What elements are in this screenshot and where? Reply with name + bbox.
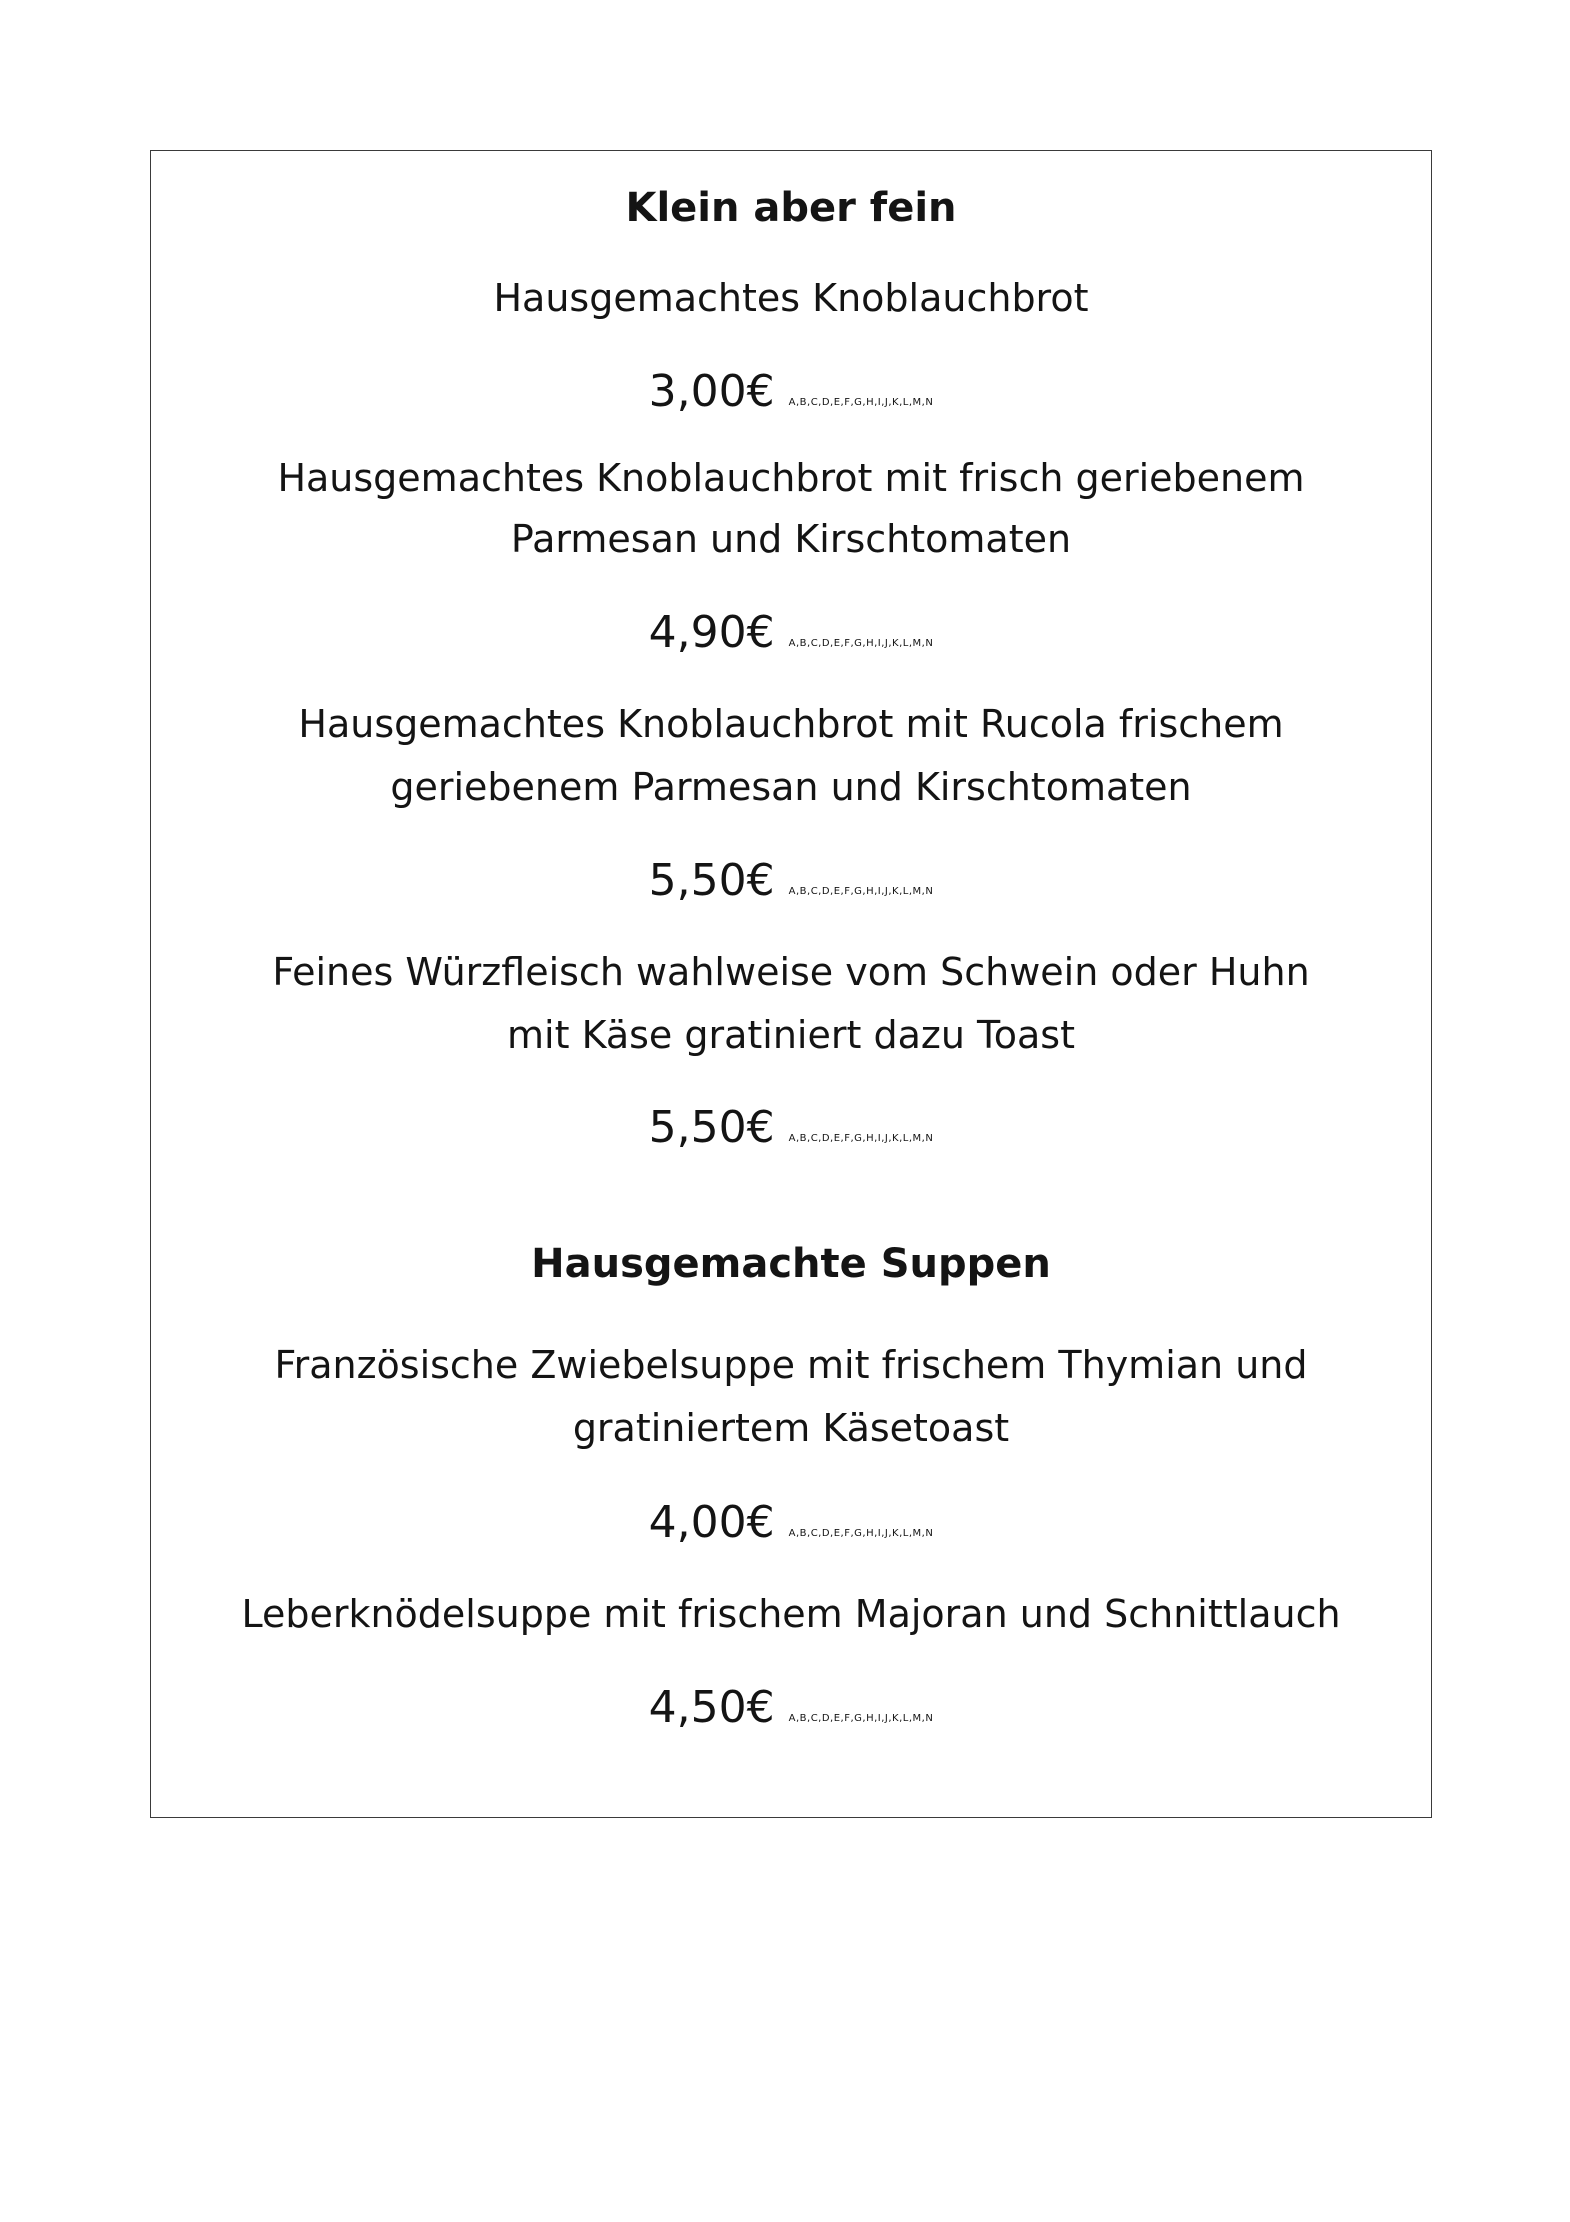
- item-allergens: A,B,C,D,E,F,G,H,I,J,K,L,M,N: [788, 397, 934, 408]
- section-heading-klein-aber-fein: Klein aber fein: [625, 185, 957, 231]
- item-allergens: A,B,C,D,E,F,G,H,I,J,K,L,M,N: [788, 1133, 934, 1144]
- item-description-line: Feines Würzfleisch wahlweise vom Schwein oder Huhn: [272, 950, 1310, 994]
- item-description-line: mit Käse gratiniert dazu Toast: [507, 1013, 1075, 1057]
- item-price-row: [151, 366, 1431, 417]
- item-price-row: [151, 855, 1431, 906]
- item-allergens: A,B,C,D,E,F,G,H,I,J,K,L,M,N: [788, 886, 934, 897]
- item-price: 4,90€: [648, 607, 775, 658]
- item-description-line: Französische Zwiebelsuppe mit frischem Thymian und: [274, 1343, 1308, 1387]
- item-description-line: Hausgemachtes Knoblauchbrot: [493, 276, 1089, 320]
- item-price: 4,00€: [648, 1497, 775, 1548]
- item-price: 4,50€: [648, 1682, 775, 1733]
- item-description-line: Hausgemachtes Knoblauchbrot mit Rucola frischem: [298, 702, 1284, 746]
- item-price: 5,50€: [648, 1102, 775, 1153]
- item-description-line: geriebenem Parmesan und Kirschtomaten: [390, 765, 1192, 809]
- item-price: 5,50€: [648, 855, 775, 906]
- item-description-line: gratiniertem Käsetoast: [572, 1406, 1010, 1450]
- item-allergens: A,B,C,D,E,F,G,H,I,J,K,L,M,N: [788, 1713, 934, 1724]
- item-price-row: [151, 1102, 1431, 1153]
- item-description-line: Hausgemachtes Knoblauchbrot mit frisch geriebenem: [277, 456, 1305, 500]
- item-price-row: [151, 1682, 1431, 1733]
- item-allergens: A,B,C,D,E,F,G,H,I,J,K,L,M,N: [788, 1528, 934, 1539]
- section-heading-hausgemachte-suppen: Hausgemachte Suppen: [531, 1241, 1051, 1287]
- menu-frame: [150, 150, 1432, 1818]
- item-price-row: [151, 607, 1431, 658]
- item-price: 3,00€: [648, 366, 775, 417]
- item-description-line: Leberknödelsuppe mit frischem Majoran und Schnittlauch: [241, 1592, 1341, 1636]
- item-allergens: A,B,C,D,E,F,G,H,I,J,K,L,M,N: [788, 638, 934, 649]
- item-price-row: [151, 1497, 1431, 1548]
- item-description-line: Parmesan und Kirschtomaten: [510, 517, 1072, 561]
